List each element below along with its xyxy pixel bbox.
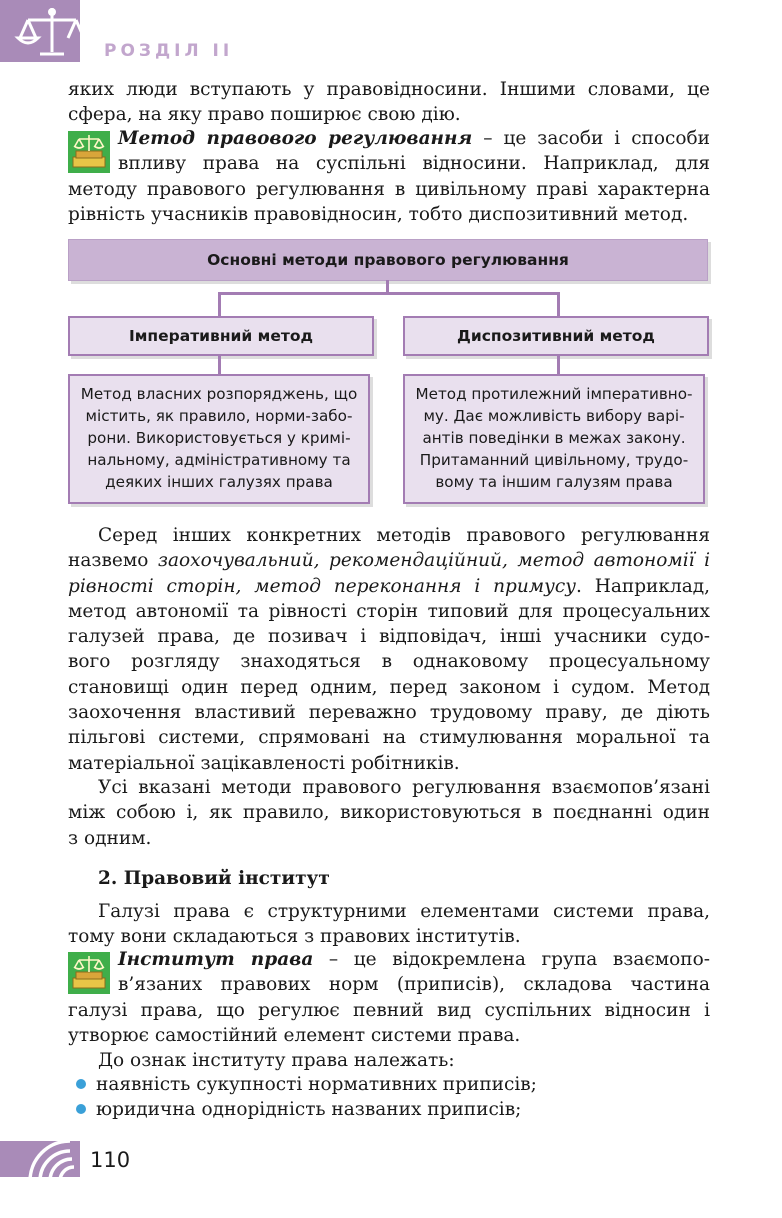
institute-term: Інститут права bbox=[118, 949, 314, 970]
diagram-connector bbox=[218, 292, 560, 295]
diagram-connector bbox=[218, 292, 221, 316]
method-definition: Метод правового регулювання – це засоби і способи впливу права на суспільні відносини. Наприклад, для методу правового регулювання в цивільному праві характерна рівність учасників правовідносин, тобто диспозитивний метод. bbox=[68, 128, 710, 225]
diagram-connector bbox=[557, 354, 560, 374]
page-number: 110 bbox=[90, 1148, 131, 1172]
intro-paragraph: яких люди вступають у правовідносини. Іншими словами, це сфера, на яку право поширює свою дію. bbox=[68, 79, 710, 126]
section-label: РОЗДІЛ II bbox=[104, 41, 234, 61]
methods-interrelation-paragraph: Усі вказані методи правового регулювання взаємопов’язані між собою і, як правило, використовуються в поєднанні один з одним. bbox=[68, 777, 710, 849]
imperative-method-description: Метод власних розпоряджень, що містить, як правило, норми-забо- рони. Використовується у кримі- нальному, адміністративному та деяких інших галузях права bbox=[68, 374, 370, 504]
other-methods-paragraph: Серед інших конкретних методів правового регулювання назвемо заохочувальний, рекомендаційний, метод автономії і рівності сторін, метод переконання і примусу. Наприклад, метод автономії та рівності сторін типовий для процесуальних галузей права, де позивач і відповідач, інші учасники судо- вого розгляду знаходяться в однаковому процесуальному становищі один перед одним, перед законом і судом. Метод заохочення властивий переважно трудовому праву, де діють пільгові системи, спрямовані на стимулювання моральної та матеріальної зацікавленості робітників. bbox=[68, 525, 710, 774]
feature-item: наявність сукупності нормативних приписів; bbox=[96, 1074, 537, 1095]
bullet-icon bbox=[76, 1079, 86, 1089]
features-intro: До ознак інституту права належать: bbox=[98, 1050, 455, 1071]
dispositive-method-description: Метод протилежний імперативно- му. Дає можливість вибору варі- антів поведінки в межах закону. Притаманний цивільному, трудо- вому та іншим галузям права bbox=[403, 374, 705, 504]
dispositive-method-head: Диспозитивний метод bbox=[403, 316, 709, 356]
institute-definition: Інститут права – це відокремлена група взаємопо- в’язаних правових норм (приписів), складова частина галузі права, що регулює певний вид суспільних відносин і утворює самостійний елемент системи права. bbox=[68, 949, 710, 1046]
arc-decoration-icon bbox=[0, 1141, 80, 1177]
section-header-tab bbox=[0, 0, 80, 62]
diagram-title: Основні методи правового регулювання bbox=[68, 239, 708, 281]
diagram-connector bbox=[557, 292, 560, 316]
imperative-method-head: Імперативний метод bbox=[68, 316, 374, 356]
bullet-icon bbox=[76, 1104, 86, 1114]
scales-icon bbox=[0, 0, 80, 62]
method-term: Метод правового регулювання bbox=[118, 128, 473, 149]
feature-item: юридична однорідність названих приписів; bbox=[96, 1099, 522, 1120]
section-heading: 2. Правовий інститут bbox=[98, 868, 330, 889]
diagram-connector bbox=[218, 354, 221, 374]
page-corner-tab bbox=[0, 1141, 80, 1177]
branches-paragraph: Галузі права є структурними елементами системи права, тому вони складаються з правових інститутів. bbox=[68, 901, 710, 948]
